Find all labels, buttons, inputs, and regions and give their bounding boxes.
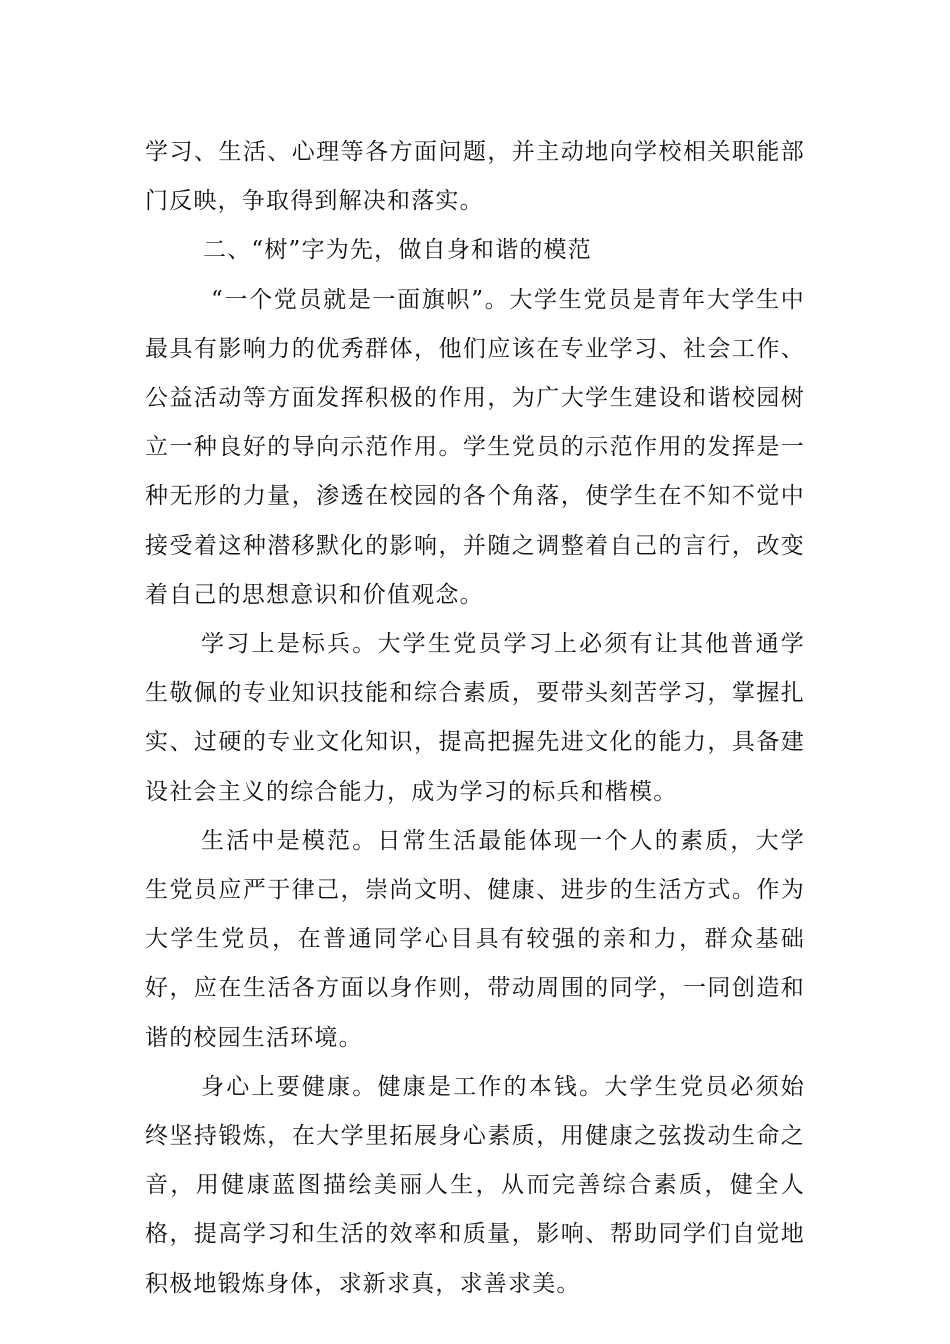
section-heading: 二、“树”字为先，做自身和谐的模范 <box>203 237 592 264</box>
paragraph-health: 身心上要健康。健康是工作的本钱。大学生党员必须始终坚持锻炼，在大学里拓展身心素质，用健康之弦拨动生命之音，用健康蓝图描绘美丽人生，从而完善综合素质，健全人格，提高学习和生活的效率和质量，影响、帮助同学们自觉地积极地锻炼身体，求新求真，求善求美。 <box>145 1073 805 1297</box>
paragraph-continuation: 学习、生活、心理等各方面问题，并主动地向学校相关职能部门反映，争取得到解决和落实。 <box>145 139 805 215</box>
paragraph-banner: “一个党员就是一面旗帜”。大学生党员是青年大学生中最具有影响力的优秀群体，他们应该在专业学习、社会工作、公益活动等方面发挥积极的作用，为广大学生建设和谐校园树立一种良好的导向示范作用。学生党员的示范作用的发挥是一种无形的力量，渗透在校园的各个角落，使学生在不知不觉中接受着这种潜移默化的影响，并随之调整着自己的言行，改变着自己的思想意识和价值观念。 <box>145 286 805 608</box>
paragraph-study: 学习上是标兵。大学生党员学习上必须有让其他普通学生敬佩的专业知识技能和综合素质，要带头刻苦学习，掌握扎实、过硬的专业文化知识，提高把握先进文化的能力，具备建设社会主义的综合能力，成为学习的标兵和楷模。 <box>145 631 805 805</box>
paragraph-life: 生活中是模范。日常生活最能体现一个人的素质，大学生党员应严于律己，崇尚文明、健康、进步的生活方式。作为大学生党员，在普通同学心目具有较强的亲和力，群众基础好，应在生活各方面以身作则，带动周围的同学，一同创造和谐的校园生活环境。 <box>145 827 805 1051</box>
document-body <box>145 128 805 1309</box>
